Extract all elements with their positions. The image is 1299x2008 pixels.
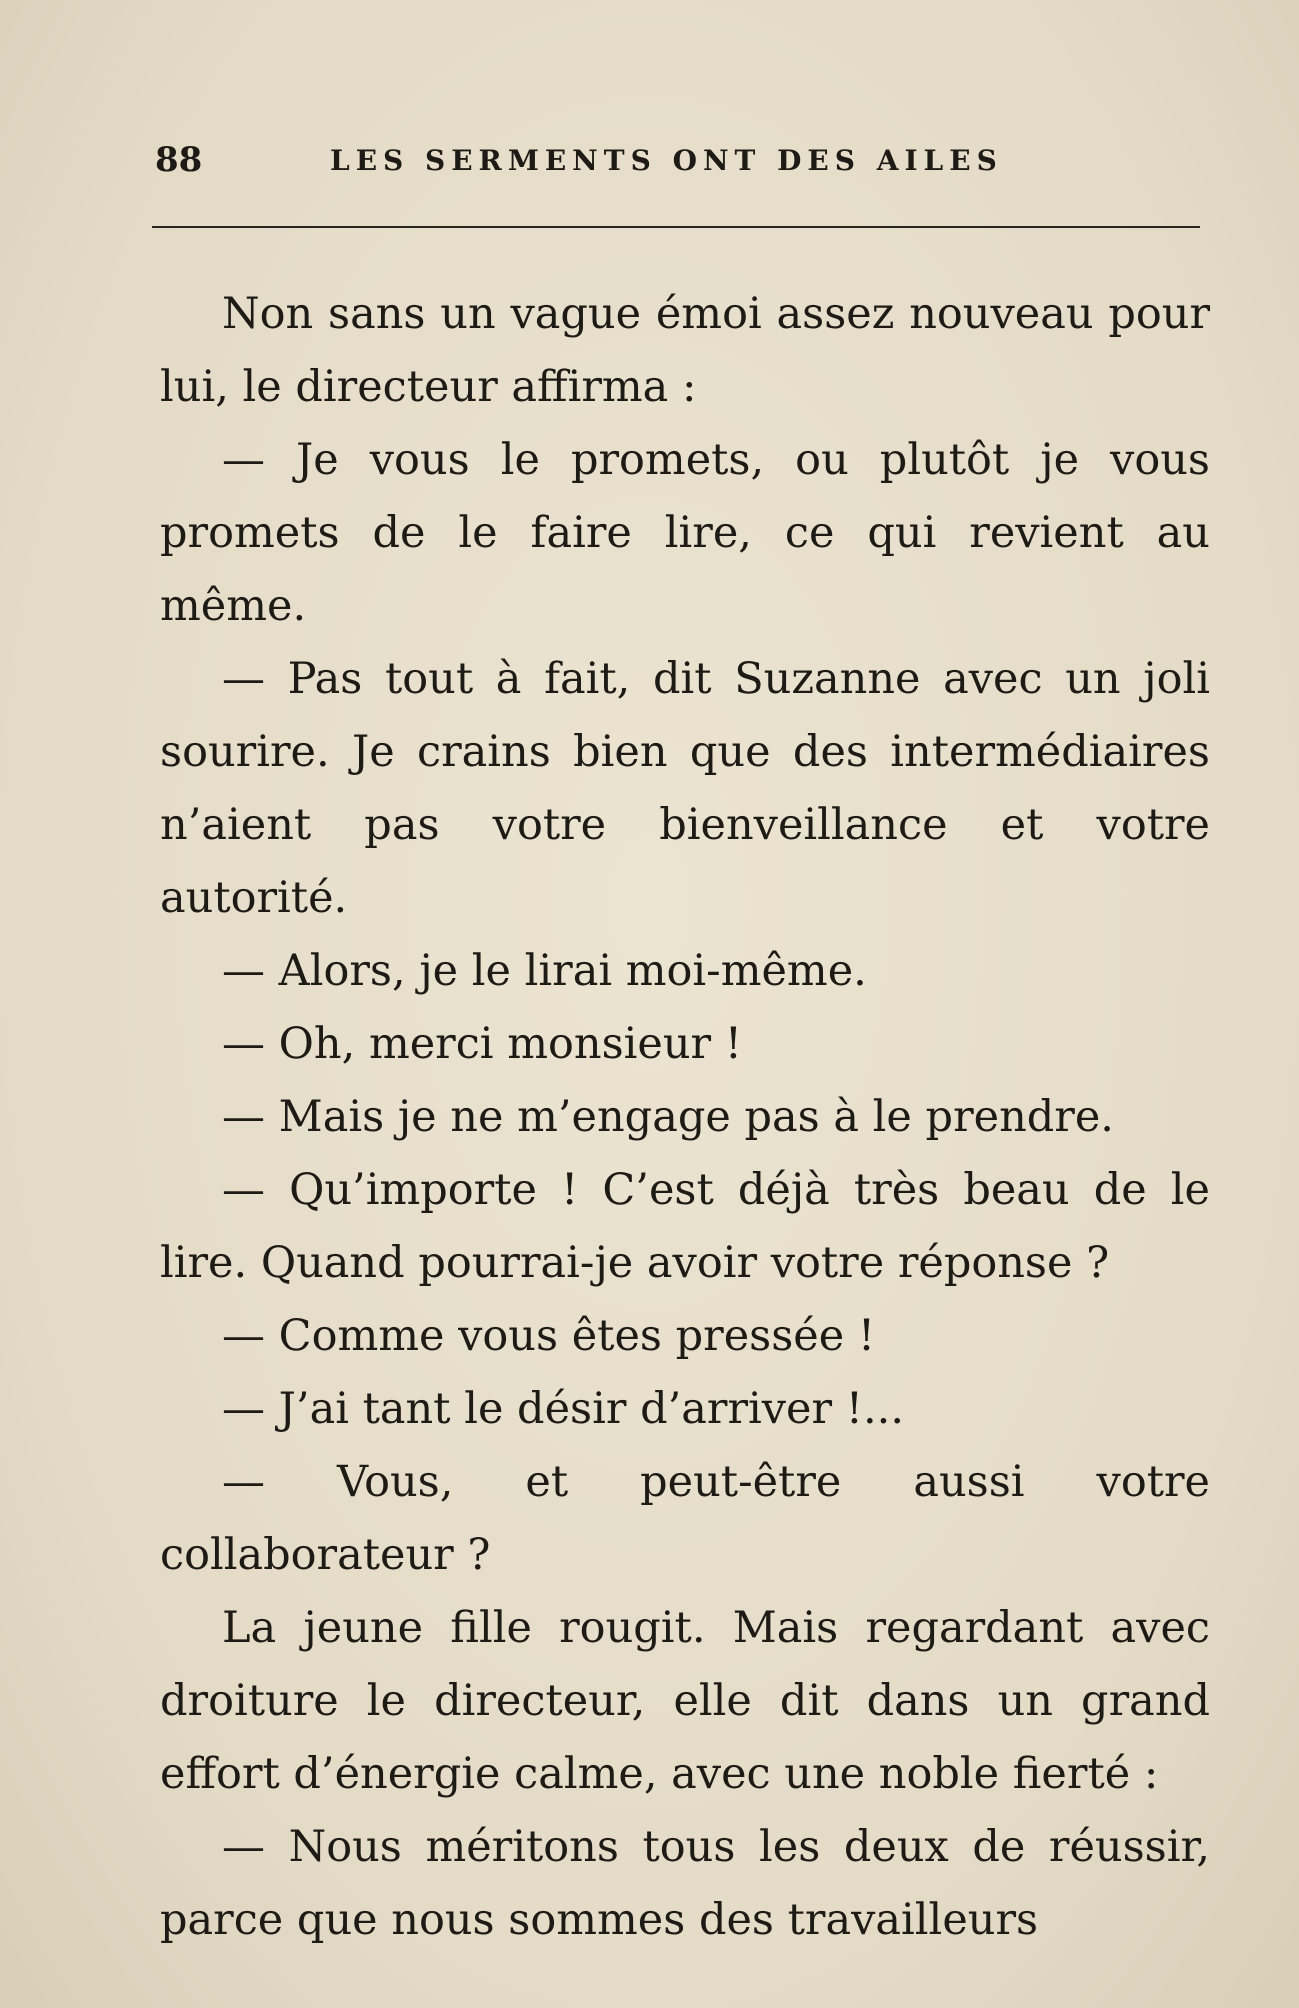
paragraph: — Mais je ne m’engage pas à le prendre.	[222, 1092, 1114, 1142]
paragraph: — Vous, et peut-être aussi votre collaborateur ?	[160, 1457, 1210, 1580]
body-text	[160, 278, 1210, 1957]
paragraph: Non sans un vague émoi assez nouveau pour lui, le directeur affirma :	[160, 289, 1210, 412]
paragraph: — Comme vous êtes pressée !	[222, 1311, 876, 1361]
running-title: LES SERMENTS ONT DES AILES	[330, 144, 1003, 177]
paragraph: — Pas tout à fait, dit Suzanne avec un joli sourire. Je crains bien que des intermédiaires n’aient pas votre bienveillance et votre autorité.	[160, 654, 1210, 923]
paragraph: — Qu’importe ! C’est déjà très beau de le lire. Quand pourrai-je avoir votre réponse ?	[160, 1165, 1210, 1288]
paragraph: — Nous méritons tous les deux de réussir, parce que nous sommes des travailleurs	[160, 1822, 1210, 1945]
paragraph: — Alors, je le lirai moi-même.	[222, 946, 867, 996]
header-rule	[152, 226, 1200, 228]
page-number: 88	[155, 140, 203, 180]
page-header	[155, 140, 1205, 190]
paragraph: — Je vous le promets, ou plutôt je vous promets de le faire lire, ce qui revient au même.	[160, 435, 1210, 631]
paragraph: La jeune fille rougit. Mais regardant avec droiture le directeur, elle dit dans un grand effort d’énergie calme, avec une noble fierté :	[160, 1603, 1210, 1799]
paragraph: — J’ai tant le désir d’arriver !...	[222, 1384, 905, 1434]
paragraph: — Oh, merci monsieur !	[222, 1019, 743, 1069]
